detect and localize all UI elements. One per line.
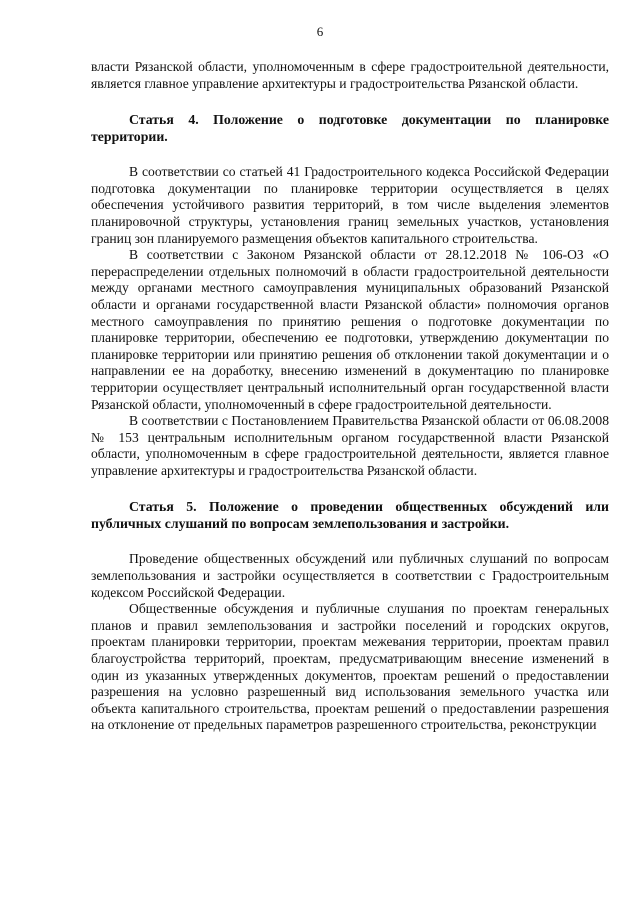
paragraph-article-5-1: Проведение общественных обсуждений или публичных слушаний по вопросам землепользования и застройки осуществляется в соответствии с Градостроительным кодексом Российской Федерации. bbox=[91, 551, 609, 600]
article-5-heading: Статья 5. Положение о проведении общественных обсуждений или публичных слушаний по вопросам землепользования и застройки. bbox=[91, 499, 609, 532]
paragraph-continuation: власти Рязанской области, уполномоченным в сфере градостроительной деятельности, является главное управление архитектуры и градостроительства Рязанской области. bbox=[91, 59, 609, 91]
paragraph-article-4-2: В соответствии с Законом Рязанской области от 28.12.2018 № 106-ОЗ «О перераспределении отдельных полномочий в области градостроительной деятельности между органами местного самоуправления муниципальных образований Рязанской области и органами государственной власти Рязанской области» полномочия органов местного самоуправления по принятию решения о подготовке документации по планировке территории, обеспечению ее подготовки, утверждению документации по планировке территории или принятию решения об отклонении такой документации и о направлении ее на доработку, внесению изменений в документацию по планировке территории осуществляет центральный исполнительный орган государственной власти Рязанской области, уполномоченный в сфере градостроительной деятельности. bbox=[91, 247, 609, 412]
page-number: 6 bbox=[316, 24, 324, 39]
paragraph-article-5-2: Общественные обсуждения и публичные слушания по проектам генеральных планов и правил землепользования и застройки поселений и городских округов, проектам планировки территории, проектам межевания территории, проектам правил благоустройства территорий, проектам, предусматривающим внесение изменений в один из указанных утвержденных документов, проектам решений о предоставлении разрешения на условно разрешенный вид использования земельного участка или объекта капитального строительства, проектам решений о предоставлении разрешения на отклонение от предельных параметров разрешенного строительства, реконструкции bbox=[91, 601, 609, 733]
document-body bbox=[91, 59, 609, 734]
article-4-heading: Статья 4. Положение о подготовке документации по планировке территории. bbox=[91, 112, 609, 145]
paragraph-article-4-1: В соответствии со статьей 41 Градостроительного кодекса Российской Федерации подготовка документации по планировке территории осуществляется в целях обеспечения устойчивого развития территорий, в том числе выделения элементов планировочной структуры, установления границ земельных участков, установления границ зон планируемого размещения объектов капитального строительства. bbox=[91, 164, 609, 246]
paragraph-article-4-3: В соответствии с Постановлением Правительства Рязанской области от 06.08.2008 № 153 центральным исполнительным органом государственной власти Рязанской области, уполномоченным в сфере градостроительной деятельности, является главное управление архитектуры и градостроительства Рязанской области. bbox=[91, 413, 609, 478]
